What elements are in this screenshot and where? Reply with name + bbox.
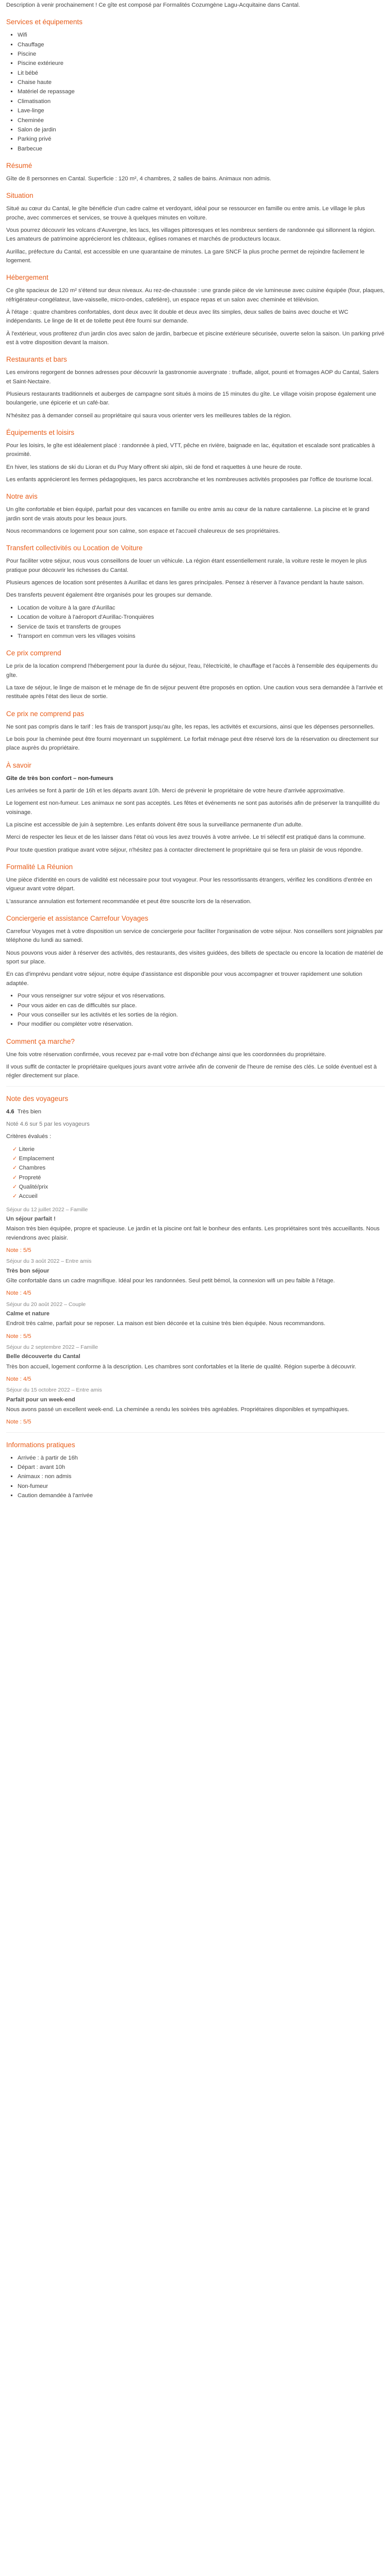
list-item: ▪ Arrivée : à partir de 16h — [18, 1454, 385, 1463]
paragraph: Des transferts peuvent également être organisés pour les groupes sur demande. — [6, 592, 213, 599]
service-item: ▪ Climatisation — [18, 97, 385, 106]
review-text: Nous avons passé un excellent week-end. La cheminée a rendu les soirées très agréables. Propriétaires disponibles et sympathiques. — [6, 1406, 349, 1413]
reviews-score-value: 4.6 — [6, 1108, 14, 1115]
list-item: ▪ Pour vous aider en cas de difficultés sur place. — [18, 1002, 385, 1010]
paragraph: Il vous suffit de contacter le propriétaire quelques jours avant votre arrivée afin de convenir de l'heure de remise des clés. Le solde éventuel est à régler directement sur place. — [6, 1063, 377, 1079]
paragraph: En hiver, les stations de ski du Lioran et du Puy Mary offrent ski alpin, ski de fond et raquettes à une heure de route. — [6, 464, 302, 470]
prix-ne-heading: Ce prix ne comprend pas — [6, 709, 84, 718]
restaurants-heading: Restaurants et bars — [6, 355, 67, 364]
reviews-criteria-list — [6, 1145, 385, 1201]
conciergerie-body — [6, 927, 385, 988]
paragraph: Les enfants apprécieront les fermes pédagogiques, les parcs accrobranche et les nombreuses activités proposées par l'office de tourisme local. — [6, 477, 373, 483]
paragraph: Plusieurs agences de location sont présentes à Aurillac et dans les gares principales. Pensez à réserver à l'avance pendant la haute saison. — [6, 580, 364, 586]
service-item: ▪ Barbecue — [18, 145, 385, 154]
paragraph: Vous pourrez découvrir les volcans d'Auvergne, les lacs, les villages pittoresques et les nombreux sentiers de randonnée qui sillonnent la région. Les amateurs de patrimoine apprécieront les châteaux, églises romanes et marchés de producteurs locaux. — [6, 227, 376, 243]
list-item: ▪ Location de voiture à l'aéroport d'Aurillac-Tronquières — [18, 613, 385, 622]
divider — [6, 1432, 385, 1433]
review-meta: Séjour du 12 juillet 2022 – Famille — [6, 1206, 88, 1213]
rating: Note : 5/5 — [6, 1247, 31, 1254]
review-title: Très bon séjour — [6, 1267, 50, 1274]
transfert-list — [6, 604, 385, 641]
savoir-subtitle: Gîte de très bon confort – non-fumeurs — [6, 775, 113, 782]
paragraph: Aurillac, préfecture du Cantal, est accessible en une quarantaine de minutes. La gare SNCF la plus proche permet de rejoindre facilement le logement. — [6, 248, 365, 264]
reviews-count: Noté 4.6 sur 5 par les voyageurs — [6, 1121, 90, 1127]
review-title: Parfait pour un week-end — [6, 1396, 75, 1403]
review-item — [6, 1206, 385, 1256]
paragraph: Ne sont pas compris dans le tarif : les frais de transport jusqu'au gîte, les repas, les activités et excursions, ainsi que les dépenses personnelles. — [6, 723, 375, 730]
service-item: ▪ Chauffage — [18, 41, 385, 49]
paragraph: Le bois pour la cheminée peut être fourni moyennant un supplément. Le forfait ménage peut être réservé lors de la réservation ou directement sur place auprès du propriétaire. — [6, 736, 379, 752]
bottom-heading: Informations pratiques — [6, 1440, 75, 1449]
equipements-heading: Équipements et loisirs — [6, 429, 75, 437]
paragraph: Les environs regorgent de bonnes adresses pour découvrir la gastronomie auvergnate : truffade, aligot, pounti et fromages AOP du Cantal, Salers et Saint-Nectaire. — [6, 369, 379, 385]
intro-text: Description à venir prochainement ! Ce gîte est composé par Formalités Cozumgène Lagu-Acquitaine dans Cantal. — [6, 2, 300, 8]
hebergement-heading: Hébergement — [6, 274, 48, 282]
situation-heading: Situation — [6, 192, 34, 200]
review-title: Belle découverte du Cantal — [6, 1353, 80, 1360]
reviews-list — [6, 1206, 385, 1427]
list-item: ▪ Pour vous renseigner sur votre séjour et vos réservations. — [18, 992, 385, 1001]
prix-ne-body — [6, 723, 385, 753]
list-item: ▪ Pour modifier ou compléter votre réservation. — [18, 1020, 385, 1029]
service-item: ▪ Parking privé — [18, 135, 385, 144]
divider — [6, 1086, 385, 1087]
savoir-body — [6, 787, 385, 855]
service-item: ▪ Cheminée — [18, 116, 385, 125]
restaurants-body — [6, 368, 385, 420]
list-item: ✓ Literie — [12, 1145, 385, 1154]
formalite-heading: Formalité La Réunion — [6, 863, 73, 871]
service-item: ▪ Salon de jardin — [18, 126, 385, 134]
review-item — [6, 1343, 385, 1384]
prix-heading: Ce prix comprend — [6, 649, 61, 657]
review-title: Un séjour parfait ! — [6, 1216, 56, 1222]
conciergerie-list — [6, 992, 385, 1029]
avis-heading: Notre avis — [6, 493, 38, 501]
paragraph: Nous recommandons ce logement pour son calme, son espace et l'accueil chaleureux de ses propriétaires. — [6, 528, 280, 535]
reviews-score — [6, 1108, 385, 1116]
paragraph: Les arrivées se font à partir de 16h et les départs avant 10h. Merci de prévenir le propriétaire de votre heure d'arrivée approximative. — [6, 787, 345, 794]
paragraph: Pour les loisirs, le gîte est idéalement placé : randonnée à pied, VTT, pêche en rivière, baignade en lac, équitation et escalade sont praticables à proximité. — [6, 443, 375, 458]
hebergement-body — [6, 286, 385, 347]
connecte-heading: Comment ça marche? — [6, 1037, 75, 1045]
services-list — [6, 31, 385, 154]
list-item: ✓ Emplacement — [12, 1155, 385, 1163]
list-item: ▪ Caution demandée à l'arrivée — [18, 1492, 385, 1500]
service-item: ▪ Wifi — [18, 31, 385, 40]
list-item: ▪ Non-fumeur — [18, 1482, 385, 1491]
paragraph: Merci de respecter les lieux et de les laisser dans l'état où vous les avez trouvés à votre arrivée. Le tri sélectif est pratiqué dans la commune. — [6, 834, 366, 841]
paragraph: Le prix de la location comprend l'hébergement pour la durée du séjour, l'eau, l'électricité, le chauffage et l'accès à l'ensemble des équipements du gîte. — [6, 663, 378, 679]
list-item: ▪ Service de taxis et transferts de groupes — [18, 623, 385, 632]
review-meta: Séjour du 2 septembre 2022 – Famille — [6, 1344, 99, 1351]
review-item — [6, 1386, 385, 1427]
paragraph: Un gîte confortable et bien équipé, parfait pour des vacances en famille ou entre amis au cœur de la nature cantalienne. La piscine et le grand jardin sont de vrais atouts pour les beaux jours. — [6, 506, 369, 522]
service-item: ▪ Lave-linge — [18, 107, 385, 115]
paragraph: Une fois votre réservation confirmée, vous recevez par e-mail votre bon d'échange ainsi que les coordonnées du propriétaire. — [6, 1051, 327, 1058]
formalite-body — [6, 876, 385, 906]
review-meta: Séjour du 15 octobre 2022 – Entre amis — [6, 1387, 102, 1394]
list-item: ▪ Animaux : non admis — [18, 1472, 385, 1481]
paragraph: En cas d'imprévu pendant votre séjour, notre équipe d'assistance est disponible pour vous accompagner et trouver rapidement une solution adaptée. — [6, 971, 363, 987]
service-item: ▪ Piscine — [18, 50, 385, 59]
review-title: Calme et nature — [6, 1311, 50, 1317]
service-item: ▪ Lit bébé — [18, 69, 385, 78]
review-text: Endroit très calme, parfait pour se reposer. La maison est bien décorée et la cuisine très bien équipée. Nous recommandons. — [6, 1320, 325, 1327]
connecte-body — [6, 1050, 385, 1081]
paragraph: Nous pouvons vous aider à réserver des activités, des restaurants, des visites guidées, des billets de spectacle ou encore la location de matériel de sport sur place. — [6, 950, 383, 965]
list-item: ▪ Location de voiture à la gare d'Aurillac — [18, 604, 385, 613]
rating: Note : 4/5 — [6, 1376, 31, 1383]
paragraph: À l'extérieur, vous profiterez d'un jardin clos avec salon de jardin, barbecue et piscine extérieure sécurisée, ouverte selon la saison. Un parking privé est à votre disposition devant la maison. — [6, 330, 385, 346]
transfert-body — [6, 557, 385, 600]
paragraph: Le logement est non-fumeur. Les animaux ne sont pas acceptés. Les fêtes et événements ne sont pas autorisés afin de préserver la tranquillité du voisinage. — [6, 800, 380, 816]
reviews-heading: Note des voyageurs — [6, 1094, 69, 1103]
transfert-heading: Transfert collectivités ou Location de Voiture — [6, 544, 143, 552]
list-item: ▪ Pour vous conseiller sur les activités et les sorties de la région. — [18, 1011, 385, 1020]
resume-text: Gîte de 8 personnes en Cantal. Superficie : 120 m², 4 chambres, 2 salles de bains. Animaux non admis. — [6, 175, 271, 182]
review-item — [6, 1257, 385, 1298]
situation-body — [6, 205, 385, 265]
review-item — [6, 1300, 385, 1341]
service-item: ▪ Matériel de repassage — [18, 88, 385, 96]
paragraph: Ce gîte spacieux de 120 m² s'étend sur deux niveaux. Au rez-de-chaussée : une grande pièce de vie lumineuse avec cuisine équipée (four, plaques, réfrigérateur-congélateur, lave-vaisselle, micro-ondes, cafetière), un espace repas et un salon avec cheminée et télévision. — [6, 287, 385, 303]
paragraph: Plusieurs restaurants traditionnels et auberges de campagne sont situés à moins de 15 minutes du gîte. Le village voisin propose également une boulangerie, une épicerie et un café-bar. — [6, 391, 377, 406]
rating: Note : 5/5 — [6, 1333, 31, 1340]
paragraph: L'assurance annulation est fortement recommandée et peut être souscrite lors de la réservation. — [6, 898, 252, 905]
paragraph: Pour faciliter votre séjour, nous vous conseillons de louer un véhicule. La région étant essentiellement rurale, la voiture reste le moyen le plus pratique pour découvrir les richesses du Cantal. — [6, 558, 367, 573]
prix-body — [6, 662, 385, 701]
paragraph: Une pièce d'identité en cours de validité est nécessaire pour tout voyageur. Pour les ressortissants étrangers, vérifiez les conditions d'entrée en vigueur avant votre départ. — [6, 876, 372, 892]
paragraph: À l'étage : quatre chambres confortables, dont deux avec lit double et deux avec lits simples, deux salles de bains avec douche et WC indépendants. Le linge de lit et de toilette peut être fourni sur demande. — [6, 309, 349, 325]
review-text: Maison très bien équipée, propre et spacieuse. Le jardin et la piscine ont fait le bonheur des enfants. Les propriétaires sont très accueillants. Nous reviendrons avec plaisir. — [6, 1226, 380, 1241]
service-item: ▪ Piscine extérieure — [18, 59, 385, 68]
savoir-heading: À savoir — [6, 761, 31, 769]
reviews-score-label: Très bien — [17, 1108, 42, 1115]
conciergerie-heading: Conciergerie et assistance Carrefour Voyages — [6, 914, 149, 923]
paragraph: Situé au cœur du Cantal, le gîte bénéficie d'un cadre calme et verdoyant, idéal pour se ressourcer en famille ou entre amis. Le village le plus proche, avec commerces et services, se trouve à quelques minutes en voiture. — [6, 206, 365, 221]
list-item: ▪ Départ : avant 10h — [18, 1463, 385, 1472]
paragraph: N'hésitez pas à demander conseil au propriétaire qui saura vous orienter vers les meilleures tables de la région. — [6, 412, 292, 419]
review-text: Gîte confortable dans un cadre magnifique. Idéal pour les randonnées. Seul petit bémol, la connexion wifi un peu faible à l'étage. — [6, 1278, 335, 1284]
bottom-list — [6, 1454, 385, 1501]
review-meta: Séjour du 20 août 2022 – Couple — [6, 1301, 86, 1308]
rating: Note : 5/5 — [6, 1419, 31, 1426]
paragraph: Carrefour Voyages met à votre disposition un service de conciergerie pour faciliter l'organisation de votre séjour. Nos conseillers sont joignables par téléphone du lundi au samedi. — [6, 928, 383, 944]
resume-heading: Résumé — [6, 161, 32, 170]
paragraph: La taxe de séjour, le linge de maison et le ménage de fin de séjour peuvent être proposés en option. Une caution vous sera demandée à l'arrivée et restituée après l'état des lieux de sortie. — [6, 684, 383, 700]
reviews-criteria-intro: Critères évalués : — [6, 1133, 52, 1140]
review-text: Très bon accueil, logement conforme à la description. Les chambres sont confortables et la literie de qualité. Région superbe à découvrir. — [6, 1363, 356, 1370]
list-item: ✓ Chambres — [12, 1164, 385, 1173]
list-item: ✓ Qualité/prix — [12, 1183, 385, 1192]
paragraph: Pour toute question pratique avant votre séjour, n'hésitez pas à contacter directement le propriétaire qui se fera un plaisir de vous répondre. — [6, 846, 363, 853]
avis-body — [6, 505, 385, 536]
paragraph: La piscine est accessible de juin à septembre. Les enfants doivent être sous la surveillance permanente d'un adulte. — [6, 821, 303, 828]
services-heading: Services et équipements — [6, 18, 83, 26]
service-item: ▪ Chaise haute — [18, 78, 385, 87]
equipements-body — [6, 442, 385, 484]
list-item: ✓ Accueil — [12, 1192, 385, 1201]
list-item: ✓ Propreté — [12, 1174, 385, 1182]
rating: Note : 4/5 — [6, 1290, 31, 1297]
review-meta: Séjour du 3 août 2022 – Entre amis — [6, 1258, 92, 1265]
list-item: ▪ Transport en commun vers les villages voisins — [18, 632, 385, 641]
